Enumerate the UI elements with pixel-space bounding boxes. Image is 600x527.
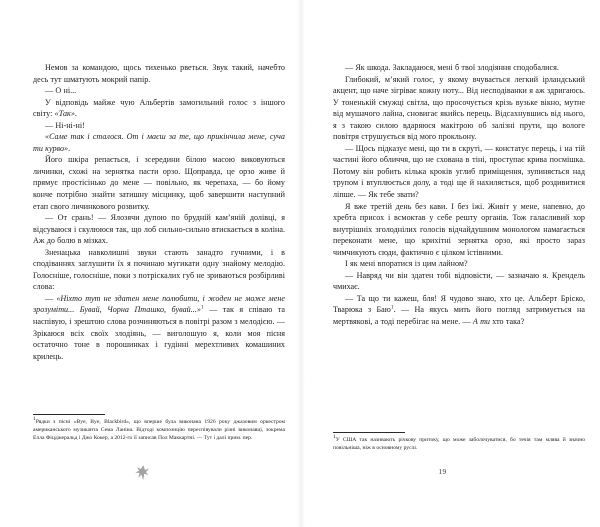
paragraph-tail-2: хто така? (490, 317, 525, 327)
paragraph: Його шкіра репається, і зсередини білою масою виковуються личинки, схожі на зернятка пасти орзо. Щоправда, це орзо живе й прямує простісінько до мене — повільно, як черепаха, — бо йому конче потрібно знайти затишну місцинку, щоб завершити наступний етап свого личинкового розвитку. (33, 155, 285, 211)
left-page-footnote-zone (33, 414, 285, 442)
paragraph: Зненацька навколишні звуки стають занадто гучними, і в сподіваннях заглушити їх я починаю мугикати одну знайому мелодію. Голосніше, голосніше, поки з потріскалих губ не зриваються розбірливі слова: (33, 247, 285, 292)
right-page (300, 0, 600, 527)
paragraph-italic: А ти (472, 317, 490, 327)
footnote-reference-marker[interactable]: 1 (200, 304, 204, 311)
paragraph-lead: — Та що ти кажеш, бля! Я чудово знаю, хто це. Альберт Бріско, Тварюка з Баю (333, 293, 585, 315)
footnote-marker: 1 (333, 434, 336, 441)
paragraph: Немов за командою, щось тихенько рветься. Звук такий, начебто десь тут шматують мокрий папір. (33, 63, 285, 84)
paragraph-dialogue: — О ні... (45, 86, 77, 96)
paragraph-lead: — (45, 293, 57, 303)
paragraph-tail: . (74, 109, 77, 119)
footnote-body: Рядки з пісні «Bye, Bye, Blackbird», що вперше була виконана 1926 року джазовим оркестром американського музиканта Сема Ланіна. Відтоді композицію переспівували різні виконавці, зокрема Елла Фіцджеральд і Джо Кокер, а 2012-го її записав Пол Маккартні. — Тут і далі прим. пер. (33, 419, 285, 442)
blackbird-ornament (0, 462, 285, 488)
right-page-textblock (333, 62, 585, 328)
footnote-separator-rule (333, 432, 405, 433)
paragraph-with-footnote (333, 293, 585, 328)
paragraph (33, 97, 285, 120)
footnote-text (33, 418, 285, 442)
footnote-text (333, 436, 585, 452)
footnote-reference-marker[interactable]: 1 (390, 304, 394, 311)
paragraph: Глибокий, м’який голос, у якому вчувається легкий ірландський акцент, що наче зігріває кожну ноту... Від несподіванки я аж здригаюсь. У тоненькій смужці світла, що просочується крізь вузьке вікно, мутне від мушачого лайна, сновигає якийсь перець. Відсахнувшись від нього, я з такою силою вдаряюся макітрою об залізні прути, що вологе повітря струшується від мого прокльону. (333, 74, 585, 142)
right-page-footnote-zone (333, 432, 585, 452)
left-page-textblock (33, 62, 285, 362)
paragraph: Я вже третій день без кави. І без їжі. Живіт у мене, напевно, до хребта присох і всмоктав у себе решту органів. Тож галасливий хор внутрішніх зголоднілих голосів відчайдушним монологом намагається переконати мене, що крихітні зернятка орзо, які просто зараз чимчикують сюди, фактично є цілком їстівними. (333, 201, 585, 257)
paragraph: — От срань! — Ялозячи дупою по брудній кам’яній долівці, я відсуваюся і скулююся так, що лоб сильно-сильно втискається в коліна. Аж до болю в мізках. (33, 213, 285, 246)
paragraph: І як мені впоратися із цим лайном? (345, 259, 468, 269)
paragraph-dialogue: — Як шкода. Закладаюся, мені б твої злодіяння сподобалися. (345, 63, 559, 72)
paragraph-italic: «Так» (54, 109, 75, 119)
paragraph-dialogue: — Навряд чи він здатен тобі відповісти, — зазначаю я. Крендель чмихає. (333, 270, 585, 292)
paragraph-with-footnote (33, 293, 285, 362)
paragraph-italic: «Саме так і сталося. От і маєш за те, що прикінчила мене, суча ти курво» (33, 132, 285, 153)
paragraph-italic-song: «Ніхто тут не здатен мене полюбити, і жоден не може мене зрозуміти... Бувай, Чорна Пташко, бувай...» (33, 293, 286, 315)
paragraph-dialogue: — Ні-ні-ні! (45, 120, 85, 130)
paragraph-tail: . — На якусь мить його погляд затримується на мертвякові, а тоді перебігає на мене. — (333, 305, 585, 327)
footnote-marker: 1 (33, 416, 36, 423)
paragraph-text: У відповідь майже чую Альбертів замогильний голос з іншого світу: (33, 97, 285, 119)
paragraph-tail: — так я співаю та наспівую, і зрештою слова розчиняються в повітрі разом з мелодією. — Зрікаюся всіх своїх злодіянь, — виголошую я, коли моя пісня остаточно тоне в порошинках і гудінні мерехтливих комашиних крилець. (33, 305, 285, 361)
footnote-body: У США так називають річкову притоку, що може заболочуватися, бо течія там млява й значно повільніша, ніж в основному руслі. (333, 437, 585, 452)
footnote-separator-rule (33, 414, 105, 415)
paragraph-italic-quote (33, 131, 285, 154)
paragraph-dialogue: — Щось підказує мені, що ти в скруті, — констатує перець, і на тій частині його обличчя, що не схована в тіні, проступає крива посмішка. Потому він робить кілька кроків углиб приміщення, зупиняється над трупом і втуплюється долу, а тоді ще й нахиляється, щоб роздивитися ліпше. — Як тебе звати? (333, 143, 585, 200)
paragraph-tail: . (68, 143, 71, 153)
blackbird-icon (132, 462, 154, 484)
page-number: 19 (438, 468, 447, 476)
